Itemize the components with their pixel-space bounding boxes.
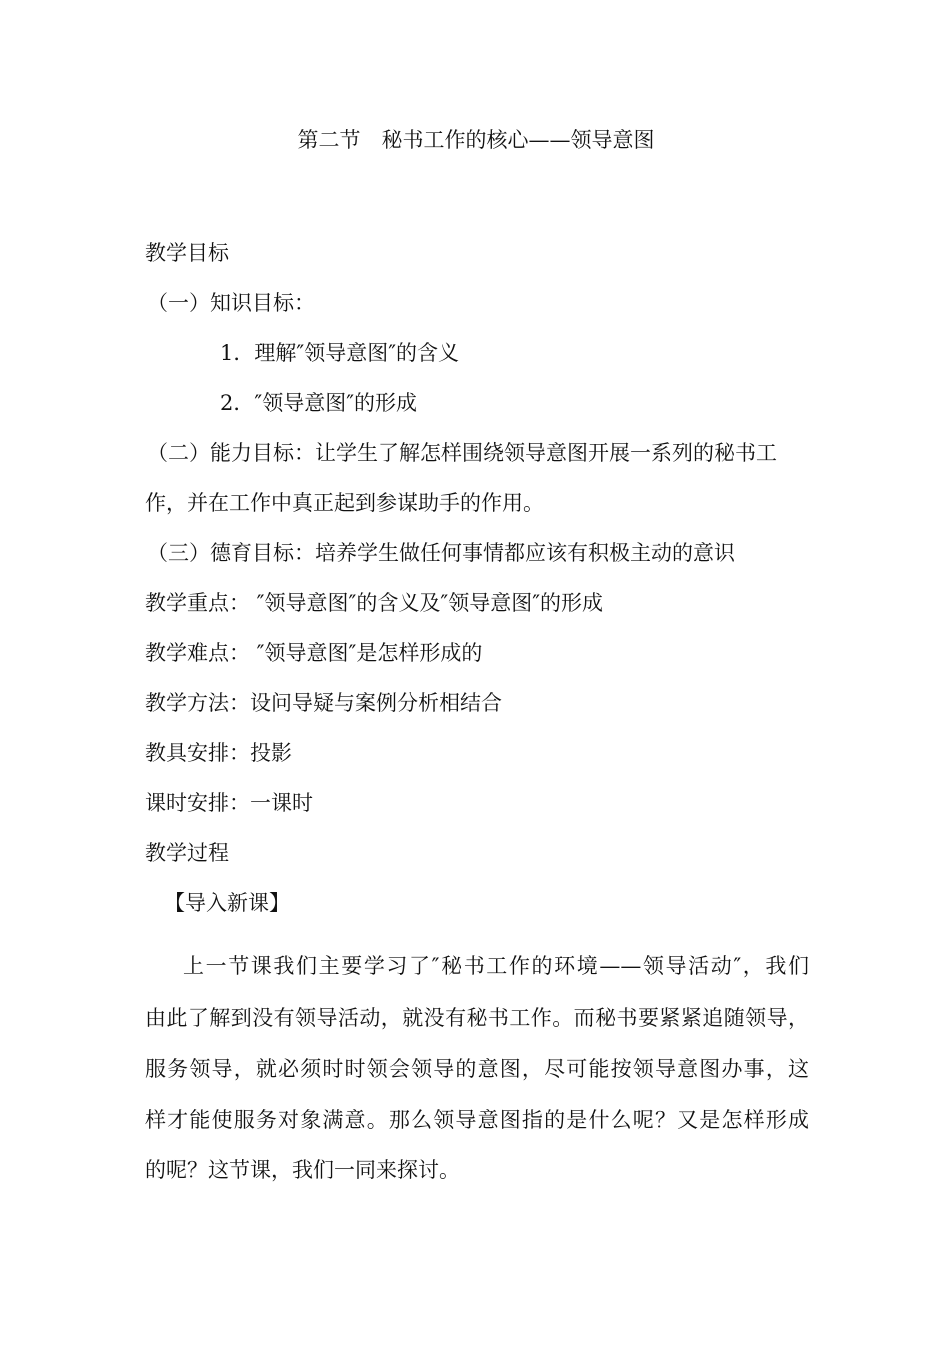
intro-paragraph-line: 样才能使服务对象满意。那么领导意图指的是什么呢？又是怎样形成 [145,1108,809,1132]
intro-heading: 【导入新课】 [164,891,290,915]
intro-paragraph-line: 由此了解到没有领导活动，就没有秘书工作。而秘书要紧紧追随领导， [145,1006,809,1030]
ability-objective-line2: 作，并在工作中真正起到参谋助手的作用。 [145,491,544,515]
difficult-points: 教学难点： ″领导意图″是怎样形成的 [145,641,483,665]
objectives-heading: 教学目标 [145,241,229,265]
page-title: 第二节 秘书工作的核心——领导意图 [297,128,655,152]
intro-paragraph-line: 的呢？这节课，我们一同来探讨。 [145,1158,460,1182]
knowledge-item-2: 2．″领导意图″的形成 [220,391,418,415]
knowledge-item-1: 1．理解″领导意图″的含义 [220,341,460,365]
teaching-tools: 教具安排：投影 [145,741,292,765]
class-schedule: 课时安排：一课时 [145,791,313,815]
intro-paragraph-line: 服务领导，就必须时时领会领导的意图，尽可能按领导意图办事，这 [145,1057,809,1081]
intro-paragraph-line: 上一节课我们主要学习了″秘书工作的环境——领导活动″，我们 [183,954,809,978]
teaching-method: 教学方法：设问导疑与案例分析相结合 [145,691,502,715]
key-points: 教学重点： ″领导意图″的含义及″领导意图″的形成 [145,591,604,615]
knowledge-heading: （一）知识目标： [147,291,315,315]
process-heading: 教学过程 [145,841,229,865]
moral-objective: （三）德育目标：培养学生做任何事情都应该有积极主动的意识 [147,541,735,565]
ability-objective-line1: （二）能力目标：让学生了解怎样围绕领导意图开展一系列的秘书工 [147,441,777,465]
